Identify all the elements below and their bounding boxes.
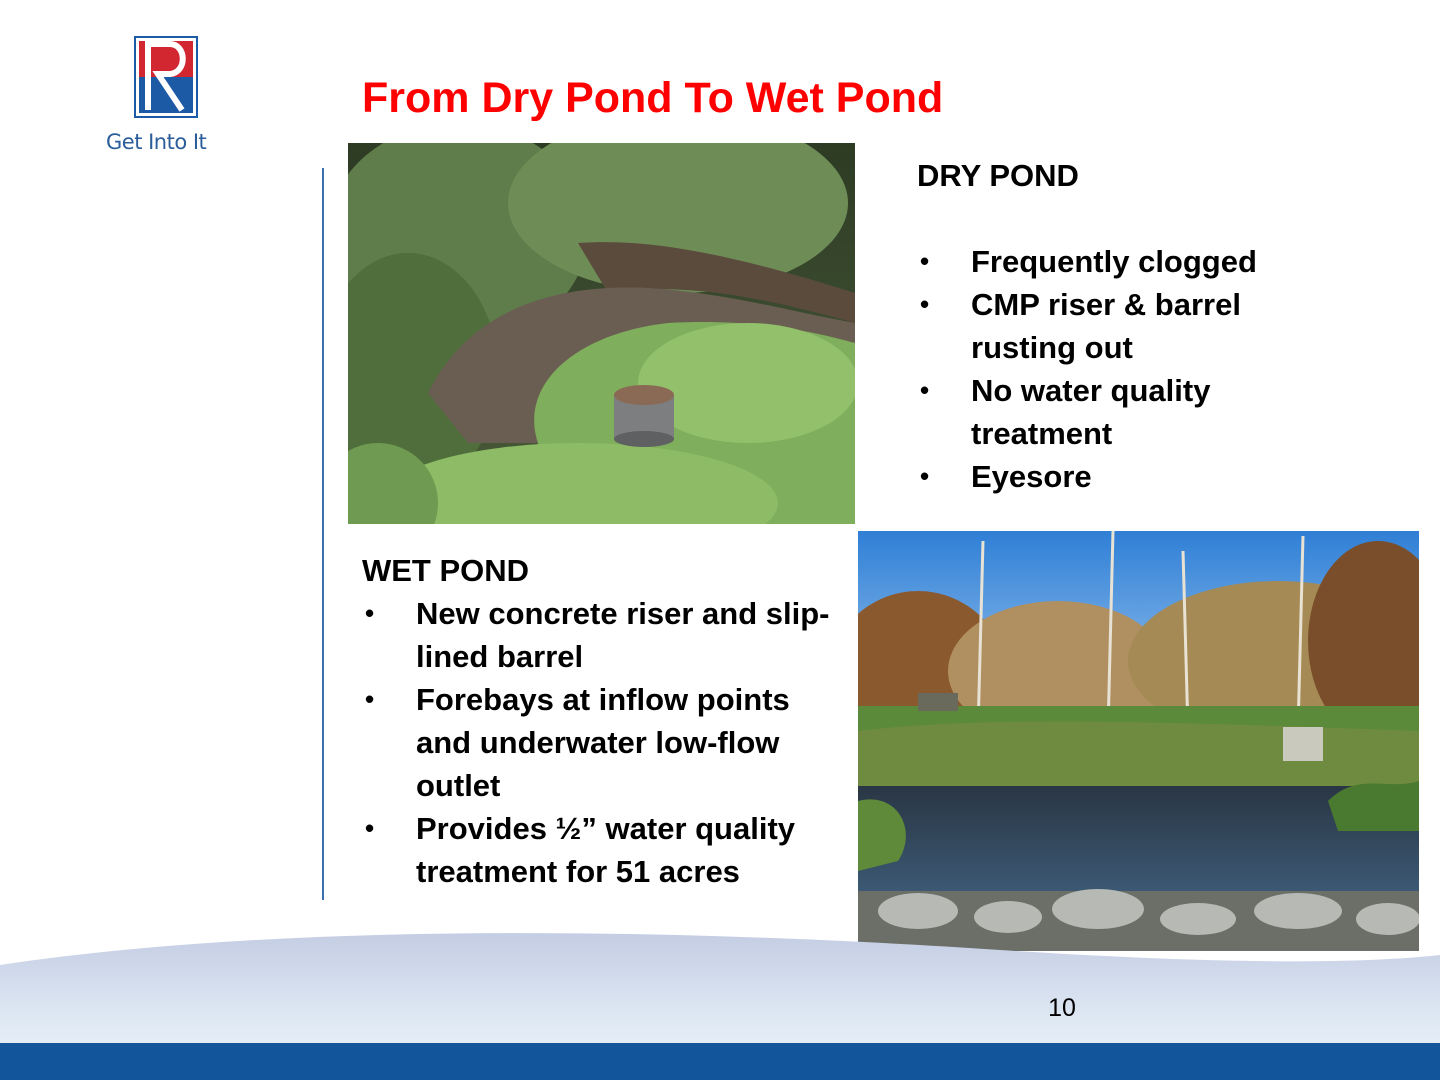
wet-pond-bullet: • Provides ½” water quality treatment for 51 acres bbox=[362, 807, 832, 893]
wet-pond-section bbox=[362, 549, 832, 893]
page-number: 10 bbox=[1048, 994, 1076, 1022]
dry-pond-bullet: • No water quality treatment bbox=[917, 369, 1337, 455]
vertical-divider bbox=[322, 168, 324, 900]
r-logo-icon bbox=[134, 36, 198, 118]
logo-tagline: Get Into It bbox=[106, 130, 207, 154]
dry-pond-photo bbox=[348, 143, 855, 524]
wet-pond-photo bbox=[858, 531, 1419, 951]
wet-pond-heading: WET POND bbox=[362, 553, 530, 588]
dry-pond-heading: DRY POND bbox=[917, 158, 1079, 193]
wet-pond-bullet: • New concrete riser and slip-lined barrel bbox=[362, 592, 832, 678]
company-logo bbox=[106, 36, 230, 160]
slide-title: From Dry Pond To Wet Pond bbox=[362, 74, 944, 122]
wet-pond-bullet-list bbox=[362, 592, 832, 893]
wet-pond-bullet: • Forebays at inflow points and underwater low-flow outlet bbox=[362, 678, 832, 807]
dry-pond-section bbox=[917, 154, 1337, 498]
dry-pond-bullet: • Eyesore bbox=[917, 455, 1337, 498]
dry-pond-bullet: • Frequently clogged bbox=[917, 240, 1337, 283]
footer-wave bbox=[0, 925, 1440, 1080]
dry-pond-bullet: • CMP riser & barrel rusting out bbox=[917, 283, 1337, 369]
dry-pond-bullet-list bbox=[917, 240, 1337, 498]
